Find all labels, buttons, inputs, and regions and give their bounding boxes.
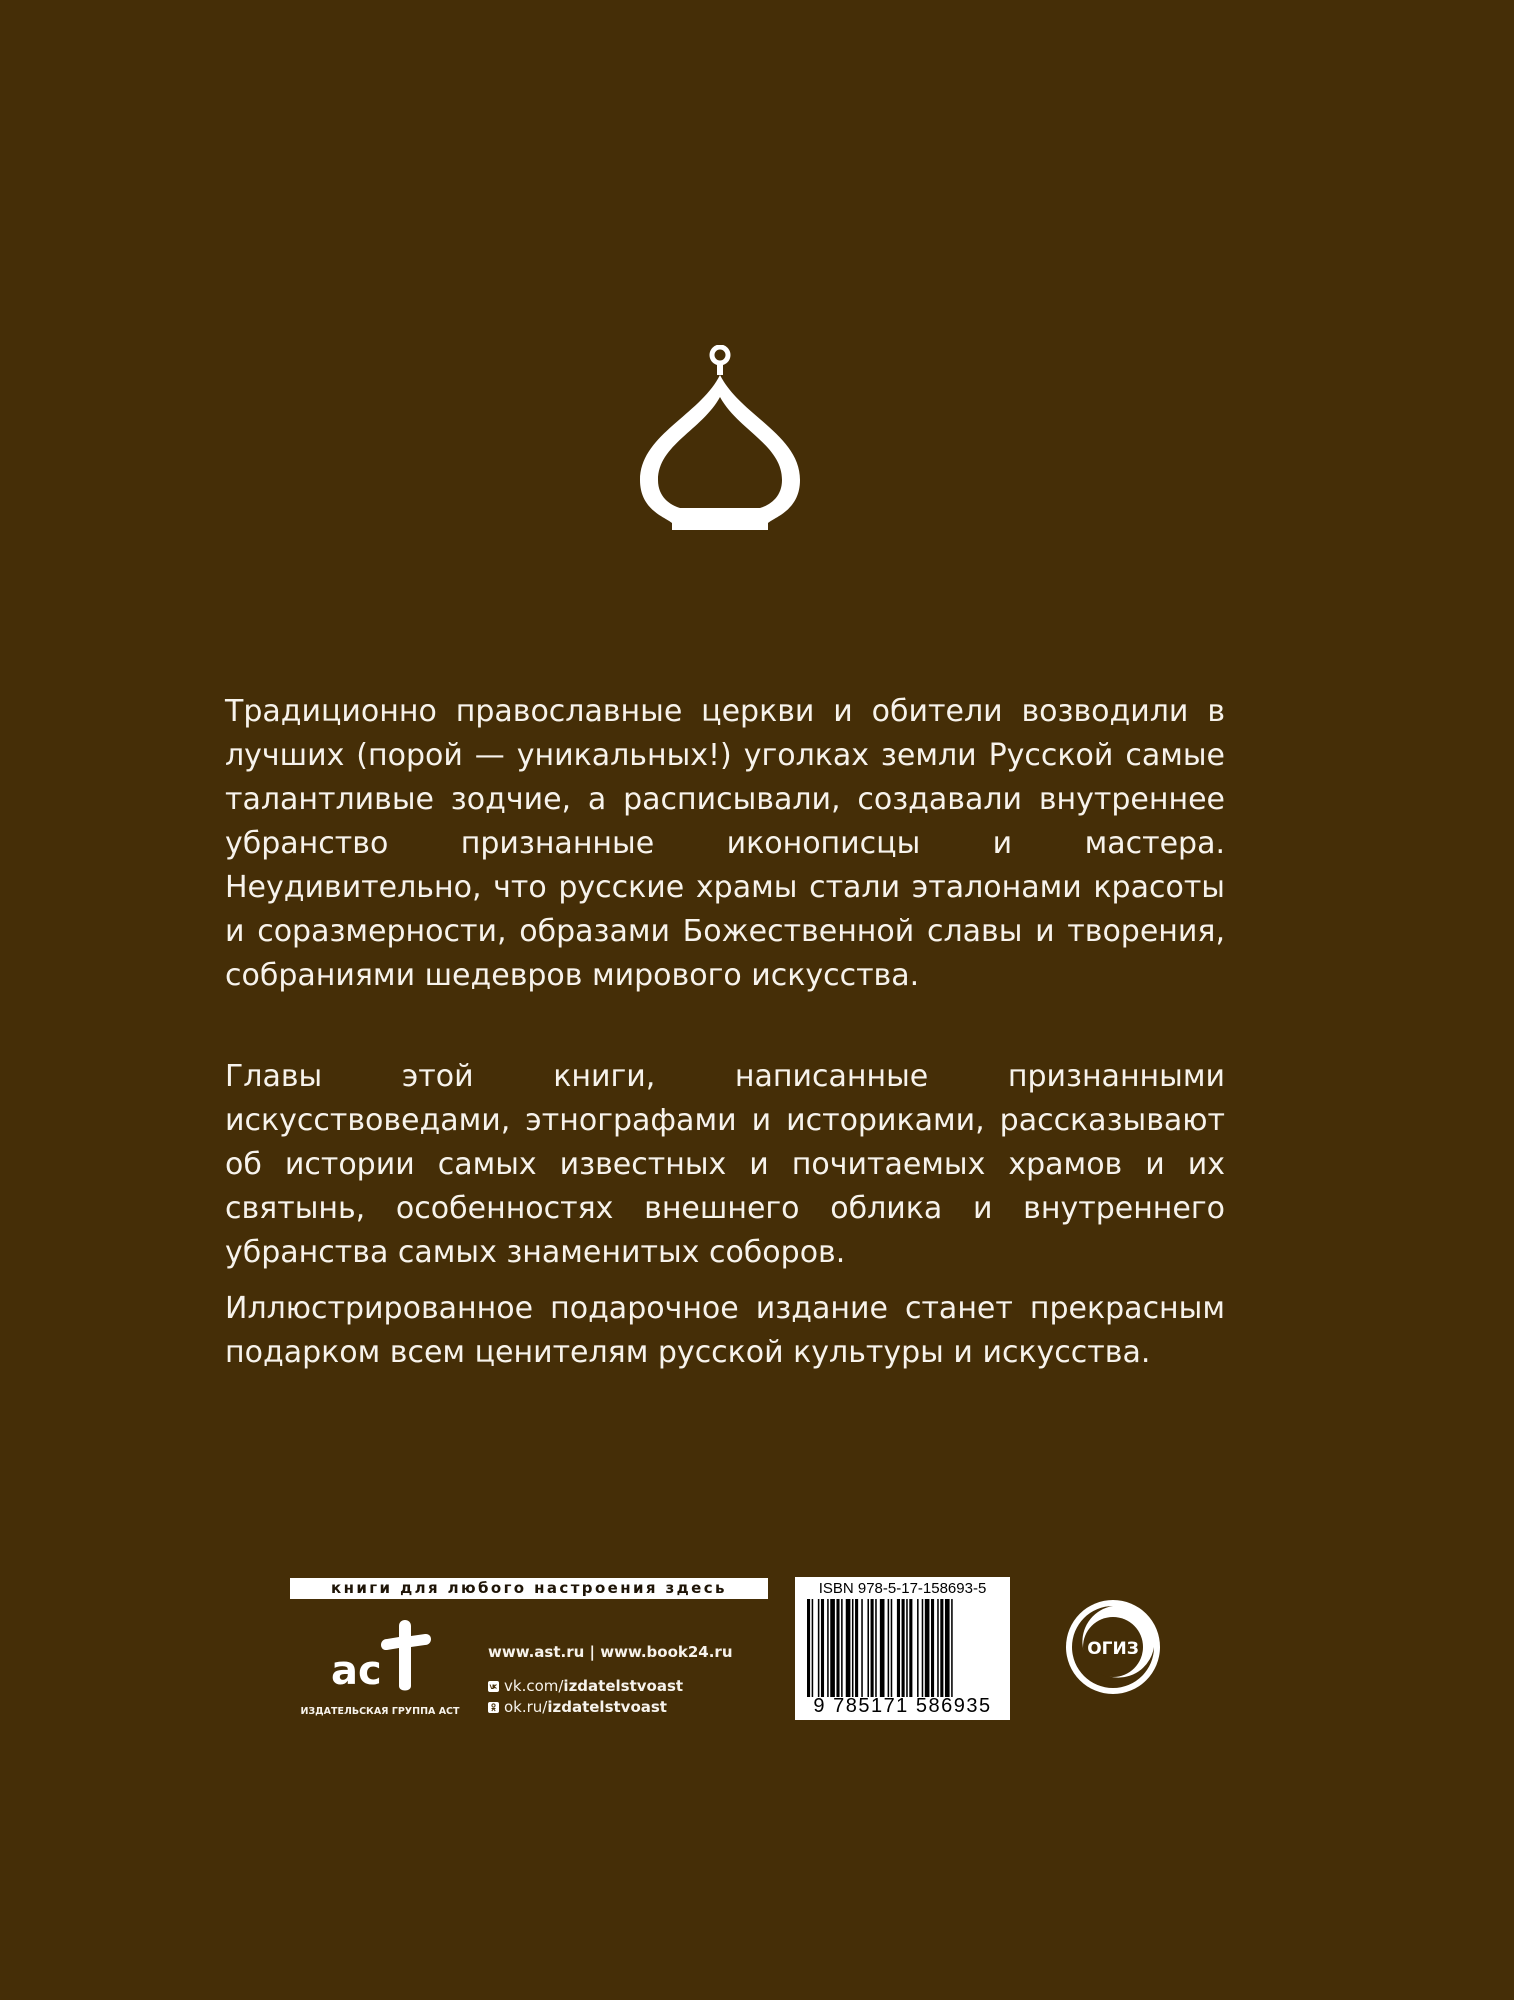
- ast-logo: [315, 1612, 445, 1692]
- publisher-tagline: книги для любого настроения здесь: [290, 1578, 768, 1599]
- isbn-barcode: [795, 1577, 1010, 1720]
- ok-prefix: ok.ru/: [504, 1698, 548, 1716]
- onion-dome-icon: [630, 345, 810, 545]
- description-paragraph-1: Традиционно православные церкви и обители возводили в лучших (порой — уникальных!) уголках земли Русской самые талантливые зодчие, а расписывали, создавали внутреннее убранство признанные иконописцы и мастера. Неудивительно, что русские храмы стали эталонами красоты и соразмерности, образами Божественной славы и творения, собраниями шедевров мирового искусства.: [225, 694, 1225, 993]
- vk-handle: izdatelstvoast: [563, 1677, 684, 1695]
- barcode-digits: 9 785171 586935: [813, 1695, 992, 1717]
- odnoklassniki-icon: [488, 1702, 499, 1713]
- ogiz-logo: [1064, 1598, 1162, 1696]
- publisher-caption: ИЗДАТЕЛЬСКАЯ ГРУППА АСТ: [300, 1706, 460, 1717]
- isbn-number: ISBN 978-5-17-158693-5: [818, 1580, 987, 1597]
- ogiz-logo-text: ОГИЗ: [1087, 1639, 1139, 1659]
- ok-handle: izdatelstvoast: [547, 1698, 667, 1716]
- description-paragraph-2: Главы этой книги, написанные признанными искусствоведами, этнографами и историками, рассказывают об истории самых известных и почитаемых храмов и их святынь, особенностях внешнего облика и внутреннего убранства самых знаменитых соборов.: [225, 1059, 1225, 1270]
- vk-link[interactable]: [488, 1677, 683, 1695]
- vk-prefix: vk.com/: [504, 1677, 564, 1695]
- ok-link[interactable]: [488, 1698, 667, 1716]
- vk-icon: [488, 1681, 499, 1692]
- svg-text:ас: ас: [331, 1648, 382, 1692]
- description-paragraph-3: Иллюстрированное подарочное издание станет прекрасным подарком всем ценителям русской культуры и искусства.: [225, 1291, 1225, 1370]
- barcode-bars: [807, 1599, 999, 1697]
- publisher-web-links[interactable]: www.ast.ru | www.book24.ru: [488, 1643, 733, 1661]
